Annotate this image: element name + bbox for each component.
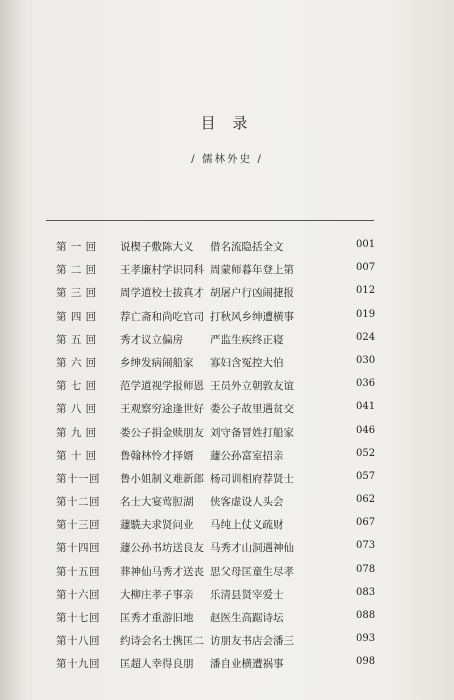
toc-row[interactable] [56,378,386,401]
page-number: 062 [356,494,376,506]
toc-row[interactable] [56,355,386,378]
page-number: 007 [356,262,376,274]
chapter-number: 第 五 回 [56,333,97,346]
chapter-title-second: 胡屠户行凶闹捷报 [210,287,294,300]
chapter-title-first: 王孝廉村学识同科 [120,264,204,277]
chapter-title-second: 严监生疾终正寝 [210,333,284,346]
table-of-contents [56,239,386,680]
toc-row[interactable] [56,285,386,308]
chapter-number: 第十四回 [56,542,100,555]
chapter-number: 第十九回 [56,658,100,671]
toc-row[interactable] [56,309,386,332]
page-number: 019 [356,308,376,320]
chapter-number: 第十七回 [56,612,100,624]
toc-row[interactable] [56,633,386,656]
chapter-number: 第十八回 [56,635,100,648]
chapter-number: 第 八 回 [56,403,97,416]
chapter-number: 第 十 回 [56,449,97,462]
chapter-title-first: 荐亡斋和尚吃官司 [120,310,204,323]
chapter-title-first: 鲁翰林怜才择婿 [120,449,194,462]
chapter-number: 第十二回 [56,496,100,509]
chapter-title-second: 马秀才山洞遇神仙 [210,542,294,555]
chapter-number: 第十六回 [56,588,100,601]
chapter-number: 第 三 回 [56,287,97,300]
toc-row[interactable] [56,401,386,424]
chapter-title-first: 蘧公孙书坊送良友 [120,542,204,555]
chapter-title-second: 娄公子故里遇贫交 [210,403,294,416]
page-number: 036 [356,378,376,390]
chapter-number: 第 九 回 [56,426,97,439]
page-number: 078 [356,563,376,575]
chapter-title-second: 王员外立朝敦友谊 [210,380,294,393]
toc-row[interactable] [56,262,386,285]
toc-row[interactable] [56,332,386,355]
divider [46,220,374,221]
chapter-number: 第 六 回 [56,356,97,369]
chapter-title-first: 鲁小姐制义难新郎 [120,472,204,485]
toc-row[interactable] [56,656,386,679]
page-title: 目 录 [200,114,254,132]
chapter-title-first: 匡超人幸得良朋 [120,658,194,671]
page-number: 067 [356,517,376,529]
chapter-title-second: 周蒙师暮年登上第 [210,264,294,277]
chapter-title-second: 打秋风乡绅遭横事 [210,310,294,323]
toc-row[interactable] [56,517,386,540]
chapter-title-first: 秀才议立偏房 [120,333,183,346]
chapter-title-second: 访朋友书店会潘三 [210,635,294,648]
page-number: 098 [356,656,376,668]
toc-row[interactable] [56,425,386,448]
chapter-title-first: 王观察穷途逢世好 [120,403,204,416]
chapter-title-first: 约诗会名士携匡二 [120,635,204,648]
chapter-title-second: 乐清县贤宰爱士 [210,588,284,601]
toc-row[interactable] [56,494,386,517]
page-number: 001 [356,239,376,250]
page-number: 041 [356,401,376,413]
page-number: 024 [356,331,376,343]
page-number: 057 [356,470,376,482]
toc-row[interactable] [56,564,386,587]
chapter-number: 第十一回 [56,472,100,485]
chapter-title-second: 思父母匡童生尽孝 [210,565,294,578]
chapter-number: 第 四 回 [56,310,97,323]
chapter-number: 第 七 回 [56,380,97,393]
chapter-number: 第十五回 [56,565,100,578]
chapter-title-first: 大柳庄孝子事亲 [120,588,194,601]
chapter-number: 第 一 回 [56,241,97,253]
chapter-title-first: 乡绅发病闹船家 [120,356,194,369]
chapter-title-first: 娄公子捐金赎朋友 [120,426,204,439]
toc-row[interactable] [56,540,386,563]
chapter-title-second: 杨司训相府荐贤士 [210,472,294,485]
chapter-title-first: 匡秀才重游旧地 [120,612,194,624]
chapter-title-first: 名士大宴莺脰湖 [120,496,194,509]
toc-row[interactable] [56,610,386,633]
chapter-title-first: 葬神仙马秀才送丧 [120,565,204,578]
toc-row[interactable] [56,448,386,471]
chapter-title-second: 马纯上仗义疏财 [210,519,284,532]
chapter-title-second: 潘自业横遭祸事 [210,658,284,671]
page-number: 093 [356,633,376,645]
page-number: 012 [356,285,376,297]
toc-row[interactable] [56,239,386,262]
page-number: 052 [356,447,376,459]
toc-row[interactable] [56,587,386,610]
chapter-title-second: 刘守备冒姓打船家 [210,426,294,439]
toc-row[interactable] [56,471,386,494]
chapter-title-second: 蘧公孙富室招亲 [210,449,284,462]
page-number: 046 [356,424,376,436]
page-number: 088 [356,610,376,621]
page-number: 083 [356,586,376,598]
chapter-title-second: 赵医生高踞诗坛 [210,612,284,624]
chapter-title-first: 周学道校士拔真才 [120,287,204,300]
chapter-title-second: 借名流隐括全文 [210,241,284,253]
page-number: 073 [356,540,376,552]
chapter-number: 第十三回 [56,519,100,532]
chapter-number: 第 二 回 [56,264,97,277]
chapter-title-second: 侠客虚设人头会 [210,496,284,509]
book-subtitle: / 儒林外史 / [191,153,263,165]
chapter-title-first: 说楔子敷陈大义 [120,241,194,253]
chapter-title-first: 范学道视学报师恩 [120,380,204,393]
page-number: 030 [356,354,376,366]
chapter-title-second: 寡妇含冤控大伯 [210,356,284,369]
chapter-title-first: 蘧駪夫求贤问业 [120,519,194,532]
